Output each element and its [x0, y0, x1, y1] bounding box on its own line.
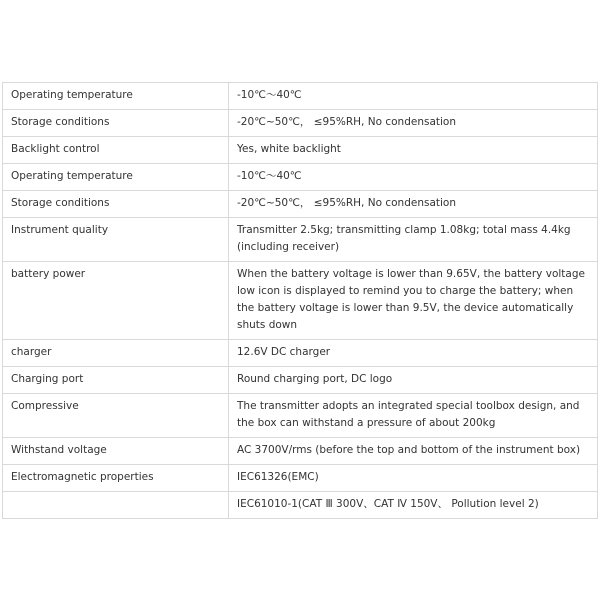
specification-table: [2, 82, 598, 519]
spec-label: [3, 492, 229, 519]
spec-value: Transmitter 2.5kg; transmitting clamp 1.08kg; total mass 4.4kg (including receiver): [229, 218, 598, 262]
spec-label: Instrument quality: [3, 218, 229, 262]
spec-label: Withstand voltage: [3, 438, 229, 465]
spec-label: Compressive: [3, 394, 229, 438]
spec-value: -20℃~50℃， ≤95%RH, No condensation: [229, 110, 598, 137]
spec-value: IEC61010-1(CAT Ⅲ 300V、CAT Ⅳ 150V、 Pollution level 2): [229, 492, 598, 519]
spec-value: -10℃～40℃: [229, 83, 598, 110]
spec-label: Electromagnetic properties: [3, 465, 229, 492]
table-row: [3, 83, 598, 110]
table-row: [3, 367, 598, 394]
spec-label: Backlight control: [3, 137, 229, 164]
table-row: [3, 137, 598, 164]
spec-label: Operating temperature: [3, 83, 229, 110]
spec-label: Operating temperature: [3, 164, 229, 191]
spec-value: Yes, white backlight: [229, 137, 598, 164]
table-row: [3, 394, 598, 438]
spec-label: charger: [3, 340, 229, 367]
table-row: [3, 262, 598, 340]
table-row: [3, 465, 598, 492]
spec-value: -10℃～40℃: [229, 164, 598, 191]
spec-label: battery power: [3, 262, 229, 340]
spec-value: AC 3700V/rms (before the top and bottom of the instrument box): [229, 438, 598, 465]
table-row: [3, 438, 598, 465]
spec-label: Storage conditions: [3, 191, 229, 218]
spec-value: The transmitter adopts an integrated special toolbox design, and the box can withstand a pressure of about 200kg: [229, 394, 598, 438]
spec-label: Storage conditions: [3, 110, 229, 137]
spec-value-line: the battery voltage is lower than 9.5V, the device automatically shuts down: [237, 302, 574, 331]
spec-value-line: When the battery voltage is lower than 9.65V, the battery voltage low icon is displayed to remind you to charge the battery; when: [237, 268, 585, 297]
table-row: [3, 218, 598, 262]
table-row: [3, 340, 598, 367]
table-row: [3, 164, 598, 191]
spec-value: 12.6V DC charger: [229, 340, 598, 367]
spec-value: [229, 262, 598, 340]
spec-value: -20℃~50℃， ≤95%RH, No condensation: [229, 191, 598, 218]
spec-value: IEC61326(EMC): [229, 465, 598, 492]
table-row: [3, 191, 598, 218]
table-row: [3, 492, 598, 519]
spec-value: Round charging port, DC logo: [229, 367, 598, 394]
table-row: [3, 110, 598, 137]
spec-label: Charging port: [3, 367, 229, 394]
